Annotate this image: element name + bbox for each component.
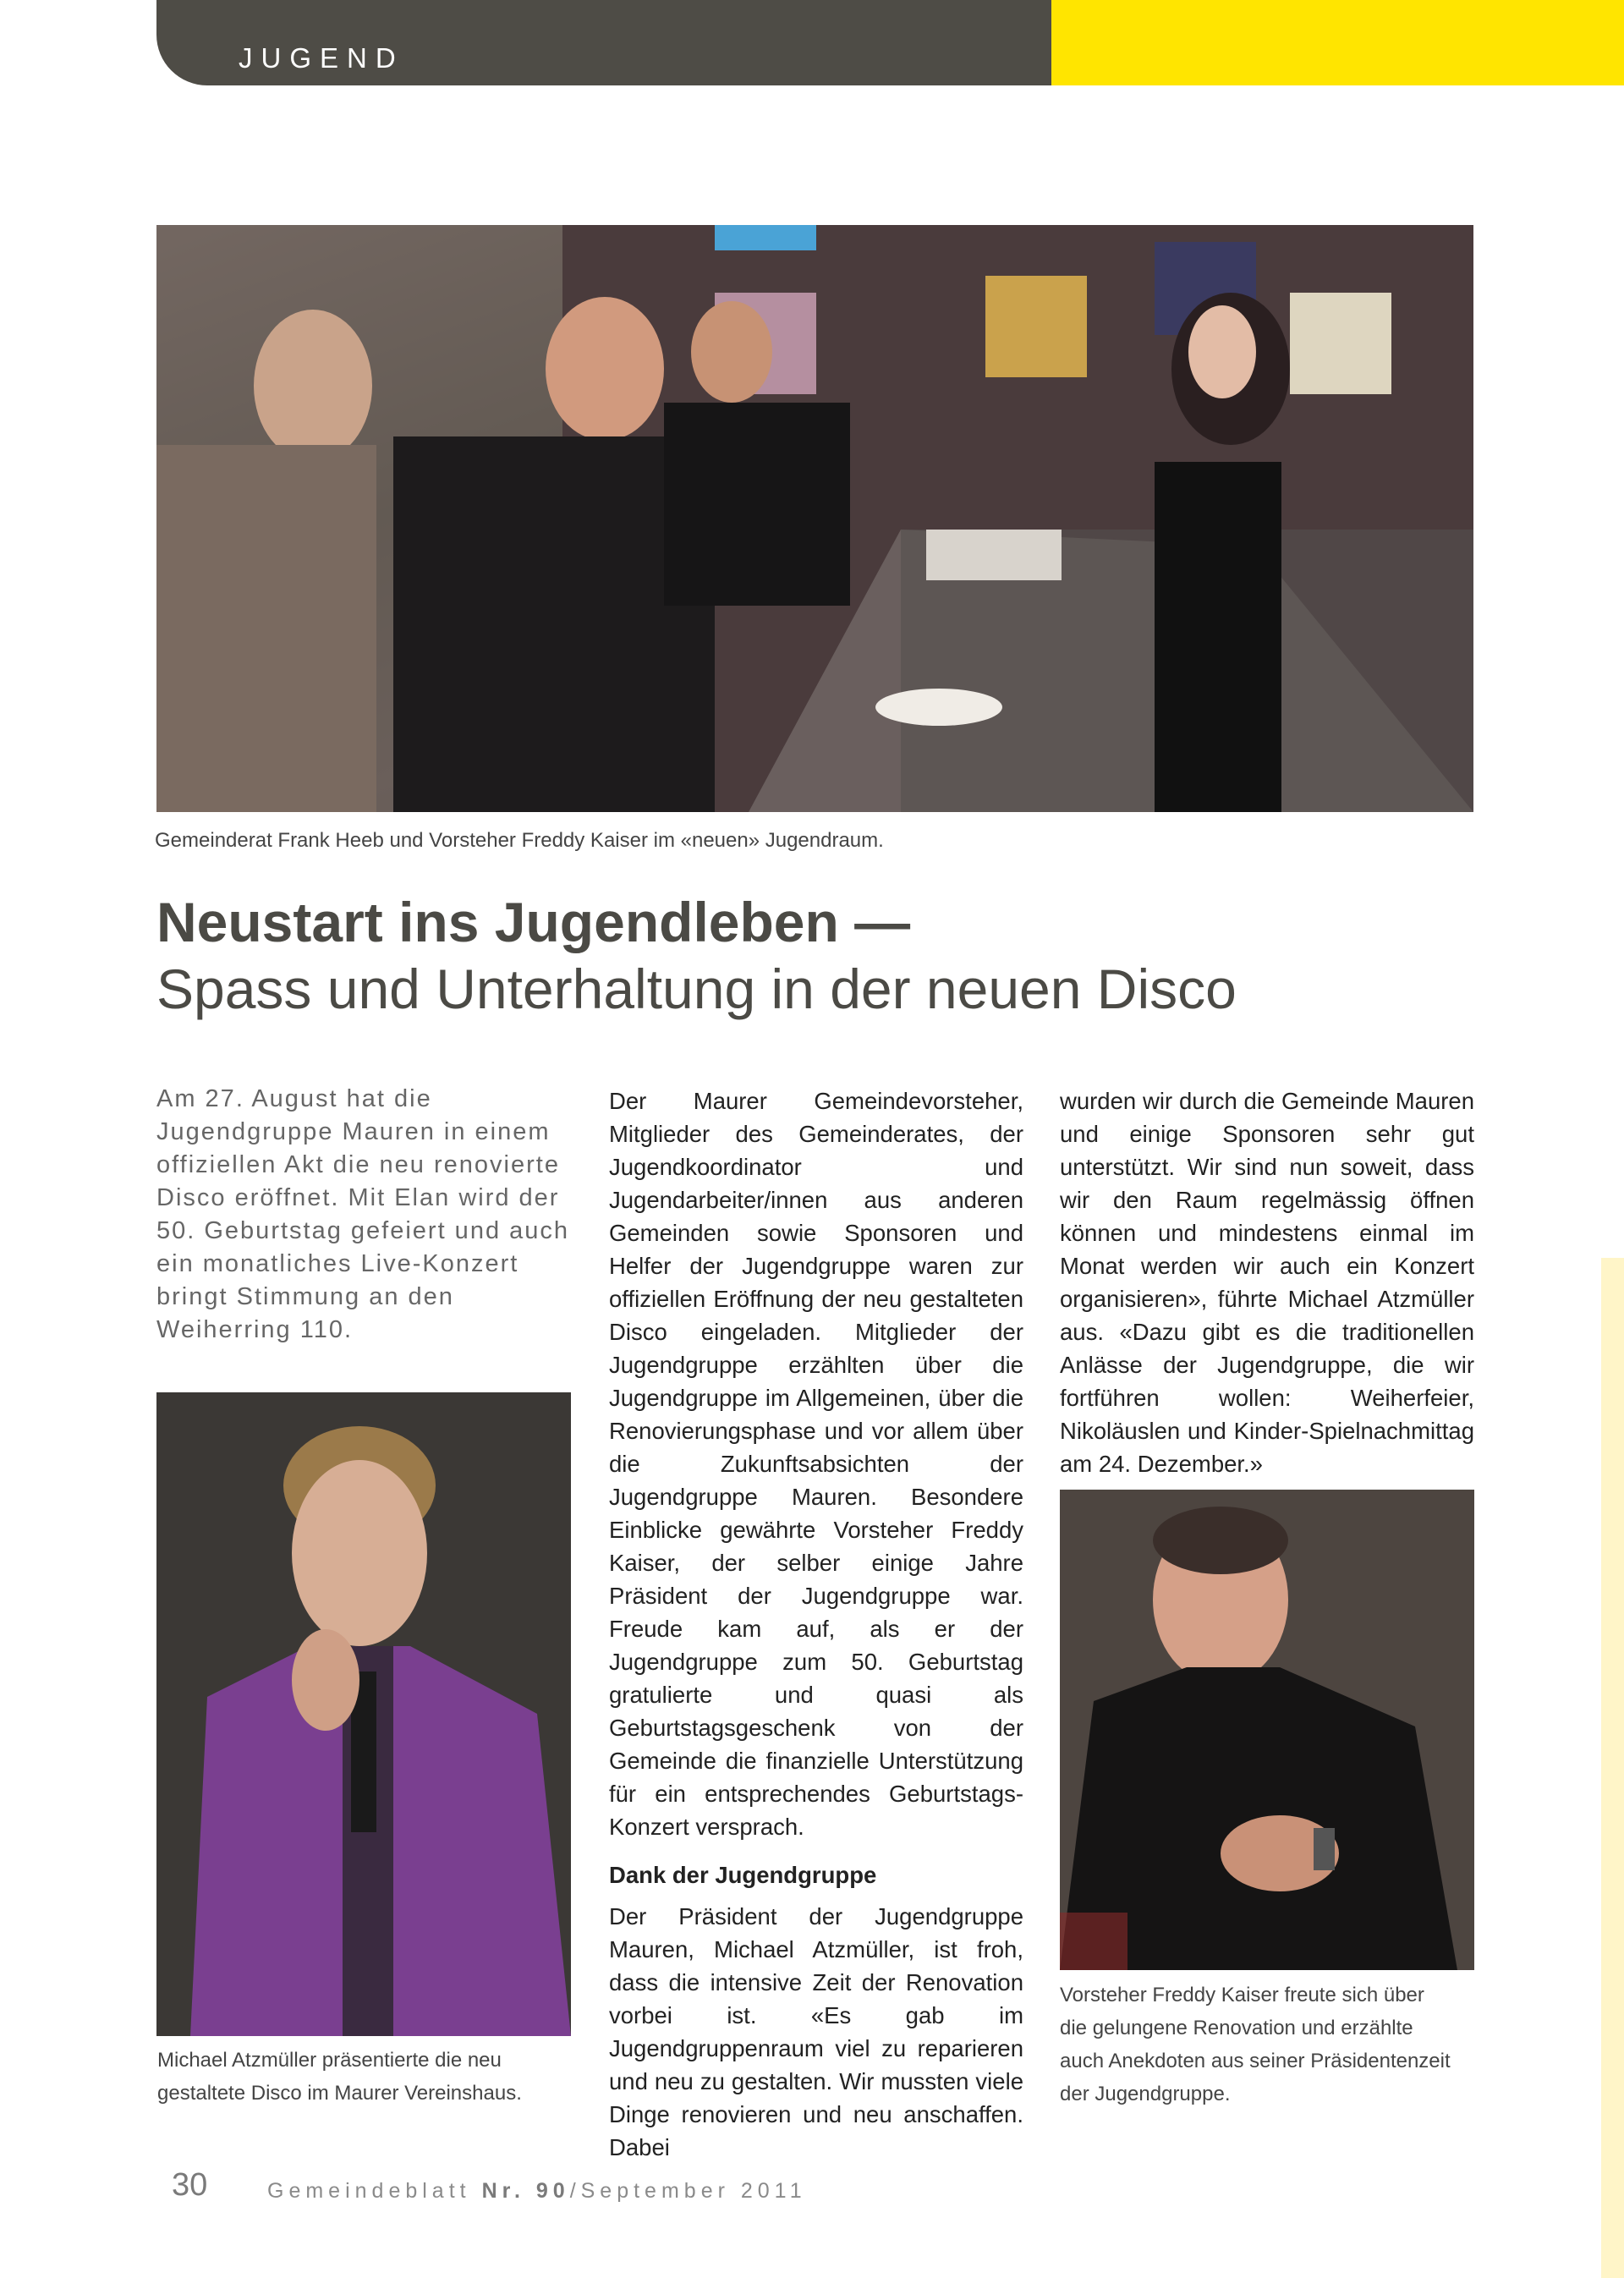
article-subtitle: Spass und Unterhaltung in der neuen Disco [156,958,1237,1020]
article-lead: Am 27. August hat die Jugendgruppe Mauren in einem offiziellen Akt die neu renovierte Disco eröffnet. Mit Elan wird der 50. Geburtstag gefeiert und auch ein monatliches Live-Konzert bringt Stimmung an den Weiherring 110. [156,1085,570,1343]
article-paragraph: Der Präsident der Jugendgruppe Mauren, Michael Atzmüller, ist froh, dass die intensive Zeit der Renovation vorbei ist. «Es gab im Jugendgruppenraum viel zu reparieren und neu zu gestalten. Wir mussten viele Dinge renovieren und neu anschaffen. Dabei [609,1903,1023,2160]
issue-date: /September 2011 [569,2179,807,2203]
page-number: 30 [172,2167,208,2203]
article-column-2 [609,1084,1023,2164]
left-photo [156,1392,571,2036]
article-column-3 [1060,1084,1474,1480]
article-paragraph: Der Maurer Gemeindevorsteher, Mitglieder des Gemeinderates, der Jugendkoordinator und Jugendarbeiter/innen aus anderen Gemeinden sowie Sponsoren und Helfer der Jugendgruppe waren zur offiziellen Eröffnung der neu gestalteten Disco eingeladen. Mitglieder der Jugendgruppe erzählten über die Jugendgruppe im Allgemeinen, über die Renovierungsphase und vor allem über die Zukunftsabsichten der Jugendgruppe Mauren. Besondere Einblicke gewährte Vorsteher Freddy Kaiser, der selber einige Jahre Präsident der Jugendgruppe war. Freude kam auf, als er der Jugendgruppe zum 50. Geburtstag gratulierte und quasi als Geburtstagsgeschenk von der Gemeinde die finanzielle Unterstützung für ein entsprechendes Geburtstags-Konzert versprach. [609,1088,1023,1840]
right-photo-caption-2: die gelungene Renovation und erzählte [1060,2017,1413,2039]
right-photo-caption-1: Vorsteher Freddy Kaiser freute sich über [1060,1984,1424,2006]
left-photo-caption-1: Michael Atzmüller präsentierte die neu [157,2049,502,2072]
article-title: Neustart ins Jugendleben — [156,891,911,953]
right-photo [1060,1490,1474,1970]
article-subheading: Dank der Jugendgruppe [609,1862,877,1888]
article-paragraph: wurden wir durch die Gemeinde Mauren und einige Sponsoren sehr gut unterstützt. Wir sind nun soweit, dass wir den Raum regelmässig öffnen können und mindestens einmal im Monat werden wir auch ein Konzert organisieren», führte Michael Atzmüller aus. «Dazu gibt es die traditionellen Anlässe der Jugendgruppe, die wir fortführen wollen: Weiherfeier, Nikoläuslen und Kinder-Spielnachmittag am 24. Dezember.» [1060,1088,1474,1477]
issue-number: 90 [535,2179,570,2203]
section-label: JUGEND [239,42,404,74]
left-photo-caption-2: gestaltete Disco im Maurer Vereinshaus. [157,2082,522,2105]
right-photo-caption-3: auch Anekdoten aus seiner Präsidentenzeit [1060,2050,1451,2072]
side-accent-stripe [1601,1258,1624,2278]
publication-footer [267,2179,807,2204]
main-photo-caption: Gemeinderat Frank Heeb und Vorsteher Freddy Kaiser im «neuen» Jugendraum. [155,829,884,852]
right-photo-caption-4: der Jugendgruppe. [1060,2083,1231,2105]
issue-prefix: Nr. [481,2179,525,2203]
publication-name: Gemeindeblatt [267,2179,471,2203]
section-header-accent [1051,0,1624,85]
main-photo [156,225,1473,812]
